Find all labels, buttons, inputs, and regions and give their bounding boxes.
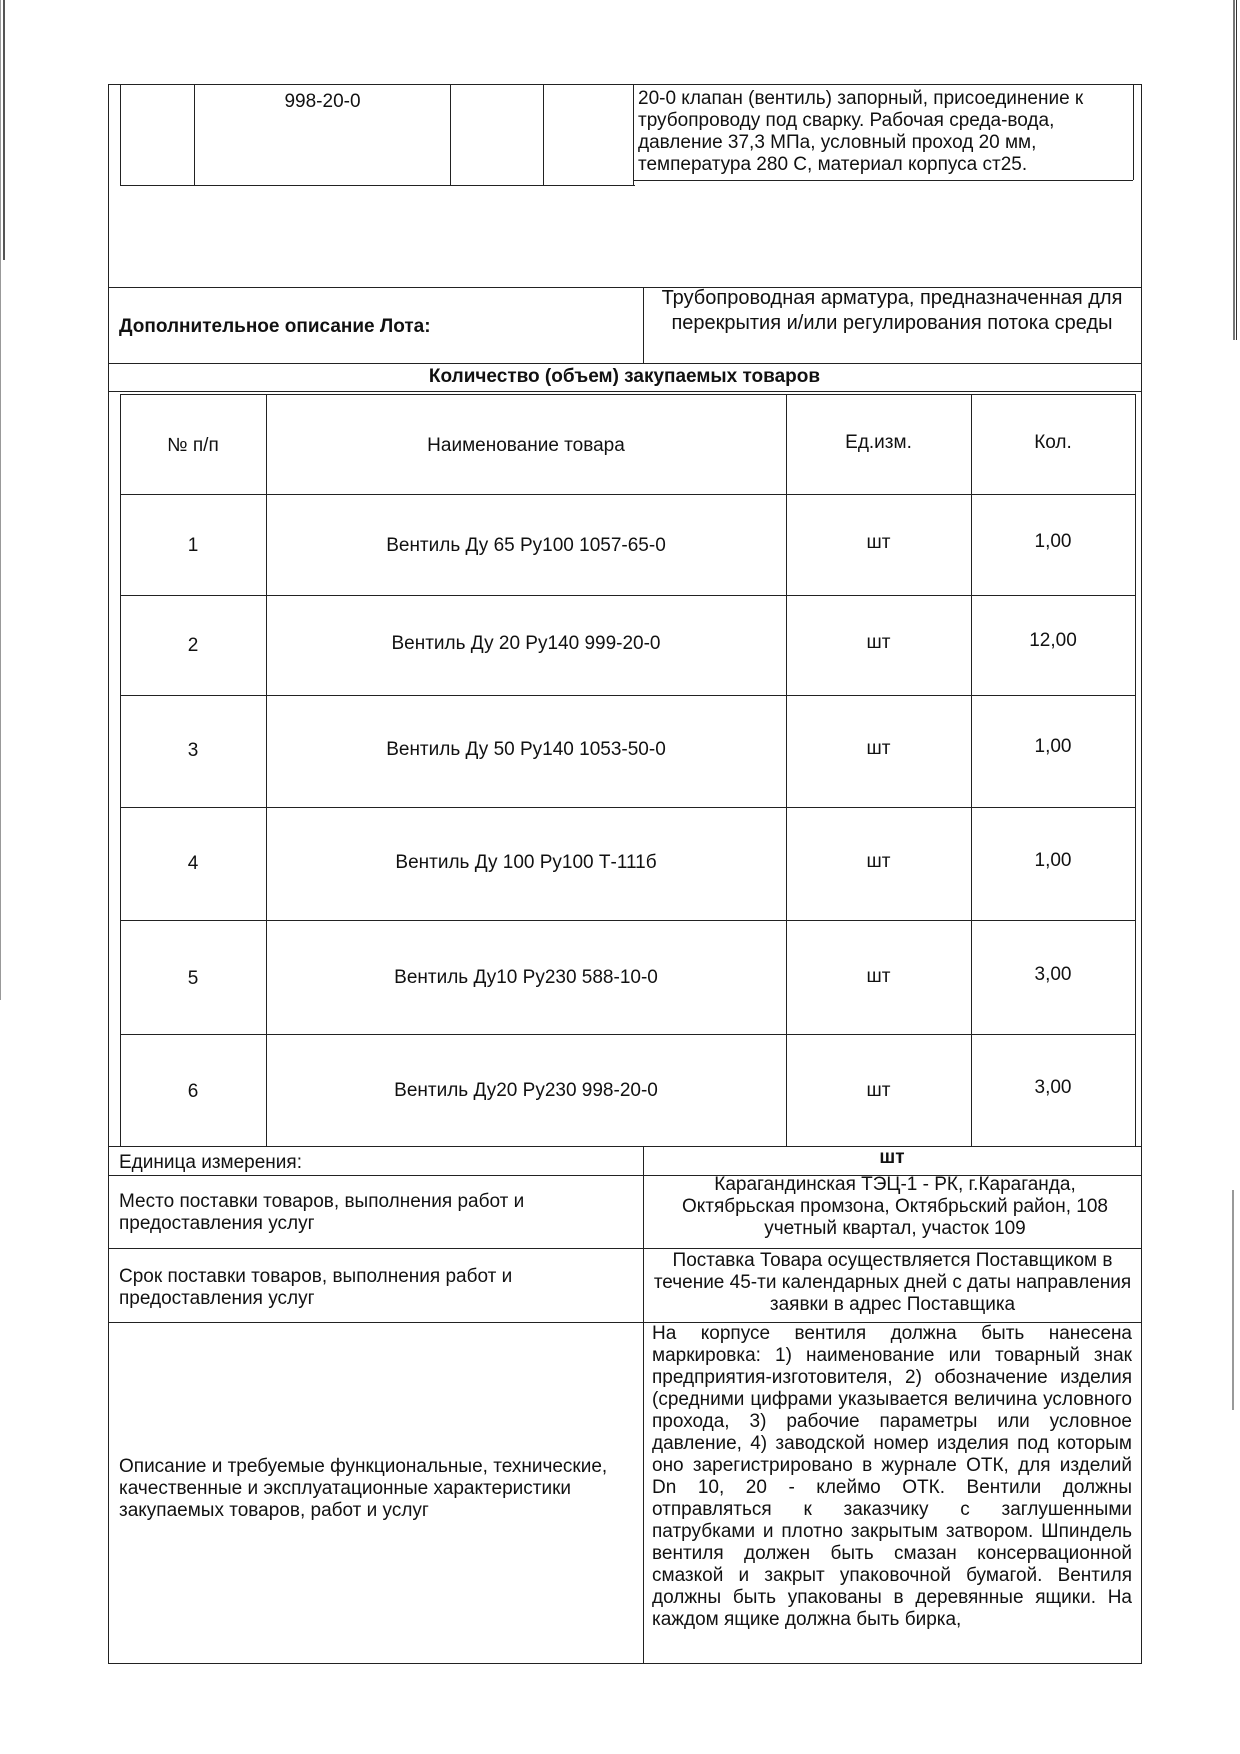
- delivery-term-label: Срок поставки товаров, выполнения работ и предоставления услуг: [119, 1266, 513, 1309]
- quantity-title: Количество (объем) закупаемых товаров: [428, 366, 821, 387]
- table-row-unit: шт: [866, 1080, 891, 1101]
- lot-extra-label: Дополнительное описание Лота:: [119, 316, 431, 337]
- table-row-name: Вентиль Ду 65 Ру100 1057-65-0: [386, 535, 666, 556]
- table-row-qty: 1,00: [1034, 736, 1072, 757]
- unit-row-value: шт: [879, 1147, 905, 1168]
- delivery-place-value: Карагандинская ТЭЦ-1 - РК, г.Караганда, Октябрьская промзона, Октябрьский район, 108 учетный квартал, участок 109: [682, 1174, 1108, 1239]
- lot-extra-value: Трубопроводная арматура, предназначенная для перекрытия и/или регулирования потока среды: [661, 287, 1123, 334]
- table-row-num: 4: [187, 853, 199, 874]
- specs-value: На корпусе вентиля должна быть нанесена маркировка: 1) наименование или товарный знак предприятия-изготовителя, 2) обозначение изделия (средними цифрами указывается величина условного прохода, 3) рабочие параметры или условное давление, 4) заводской номер изделия под которым оно зарегистрировано в журнале ОТК, для изделий Dn 10, 20 - клеймо ОТК. Вентили должны отправляться к заказчику с заглушенными патрубками и плотно закрытым затвором. Шпиндель вентиля должен быть смазан консервационной смазкой и закрыт упаковочной бумагой. Вентиля должны быть упакованы в деревянные ящики. На каждом ящике должна быть бирка,: [652, 1323, 1132, 1630]
- table-row-unit: шт: [866, 532, 891, 553]
- table-row-qty: 3,00: [1034, 964, 1072, 985]
- unit-row-label: Единица измерения:: [119, 1152, 302, 1173]
- header-unit: Ед.изм.: [845, 432, 912, 453]
- table-row-unit: шт: [866, 851, 891, 872]
- table-row-unit: шт: [866, 966, 891, 987]
- table-row-name: Вентиль Ду20 Ру230 998-20-0: [394, 1080, 658, 1101]
- table-row-unit: шт: [866, 632, 891, 653]
- table-row-qty: 3,00: [1034, 1077, 1072, 1098]
- table-row-name: Вентиль Ду 50 Ру140 1053-50-0: [386, 739, 666, 760]
- header-qty: Кол.: [1034, 432, 1072, 453]
- header-num: № п/п: [167, 435, 219, 456]
- table-row-unit: шт: [866, 738, 891, 759]
- top-row-description: 20-0 клапан (вентиль) запорный, присоединение к трубопроводу под сварку. Рабочая среда-вода, давление 37,3 МПа, условный проход 20 мм, температура 280 С, материал корпуса ст25.: [638, 88, 1084, 175]
- delivery-place-label: Место поставки товаров, выполнения работ и предоставления услуг: [119, 1191, 525, 1234]
- table-row-qty: 1,00: [1034, 531, 1072, 552]
- table-row-qty: 1,00: [1034, 850, 1072, 871]
- table-row-name: Вентиль Ду 100 Ру100 Т-111б: [395, 852, 657, 873]
- table-row-num: 1: [187, 535, 199, 556]
- table-row-num: 6: [187, 1081, 199, 1102]
- table-row-num: 3: [187, 740, 199, 761]
- delivery-term-value: Поставка Товара осуществляется Поставщиком в течение 45-ти календарных дней с даты направления заявки в адрес Поставщика: [653, 1250, 1132, 1315]
- header-name: Наименование товара: [427, 435, 625, 456]
- table-row-qty: 12,00: [1029, 630, 1077, 651]
- table-row-name: Вентиль Ду10 Ру230 588-10-0: [394, 967, 658, 988]
- table-row-num: 5: [187, 968, 199, 989]
- specs-label: Описание и требуемые функциональные, технические, качественные и эксплуатационные характеристики закупаемых товаров, работ и услуг: [119, 1456, 608, 1521]
- top-row-code: 998-20-0: [284, 91, 361, 112]
- table-row-num: 2: [187, 635, 199, 656]
- table-row-name: Вентиль Ду 20 Ру140 999-20-0: [391, 633, 661, 654]
